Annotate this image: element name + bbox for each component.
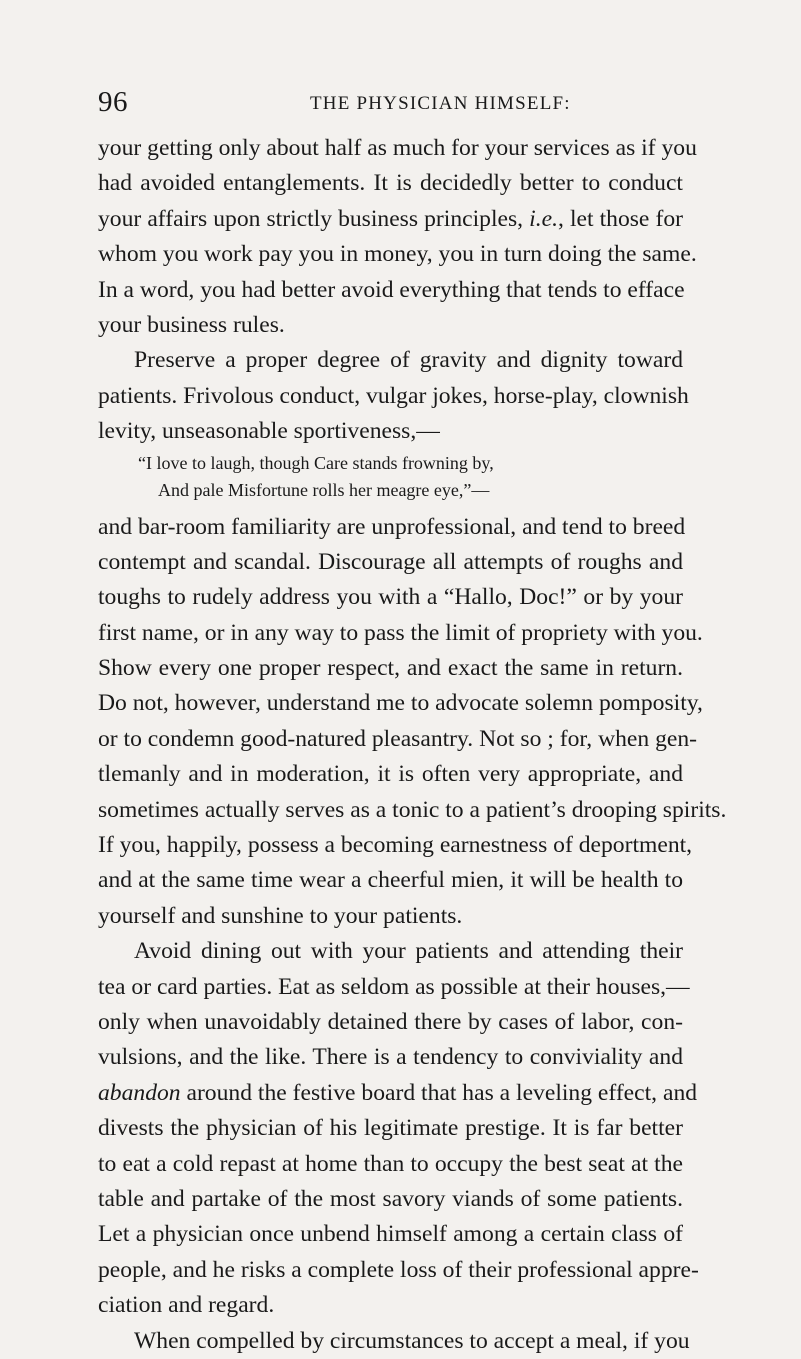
text-line: Show every one proper respect, and exact the same in return. — [98, 655, 683, 682]
page-number: 96 — [98, 86, 128, 118]
text-line: If you, happily, possess a becoming earnestness of deportment, — [98, 832, 693, 859]
text-line: abandon around the festive board that has a leveling effect, and — [98, 1079, 698, 1106]
text-line: and bar-room familiarity are unprofessional, and tend to breed — [98, 513, 686, 540]
quote-line: “I love to laugh, though Care stands frowning by, — [138, 452, 494, 473]
text-line: table and partake of the most savory viands of some patients. — [98, 1185, 683, 1212]
text-line: contempt and scandal. Discourage all attempts of roughs and — [98, 548, 683, 575]
text-line: tlemanly and in moderation, it is often very appropriate, and — [98, 761, 683, 788]
text-line: sometimes actually serves as a tonic to a patient’s drooping spirits. — [98, 796, 727, 823]
text-line: only when unavoidably detained there by cases of labor, con- — [98, 1008, 683, 1035]
text-line: and at the same time wear a cheerful mien, it will be health to — [98, 867, 683, 894]
text-line: had avoided entanglements. It is decidedly better to conduct — [98, 170, 683, 197]
text-line: In a word, you had better avoid everything that tends to efface — [98, 276, 685, 303]
text-line: toughs to rudely address you with a “Hallo, Doc!” or by your — [98, 584, 683, 611]
text-line: When compelled by circumstances to accept a meal, if you — [134, 1327, 690, 1354]
text-line: patients. Frivolous conduct, vulgar jokes, horse-play, clownish — [98, 382, 689, 409]
text-line: your affairs upon strictly business principles, i.e., let those for — [98, 205, 683, 232]
page-header — [98, 86, 679, 120]
verse-quote — [98, 450, 683, 504]
text-line: levity, unseasonable sportiveness,— — [98, 418, 440, 445]
italic-abandon: abandon — [98, 1079, 181, 1106]
text-line: ciation and regard. — [98, 1292, 275, 1319]
text-line: to eat a cold repast at home than to occupy the best seat at the — [98, 1150, 683, 1177]
text-line: or to condemn good-natured pleasantry. Not so ; for, when gen- — [98, 725, 698, 752]
text-line: Preserve a proper degree of gravity and dignity toward — [134, 347, 683, 374]
text-line: Do not, however, understand me to advocate solemn pomposity, — [98, 690, 703, 717]
text-line: first name, or in any way to pass the limit of propriety with you. — [98, 619, 703, 646]
text-line: people, and he risks a complete loss of their professional appre- — [98, 1256, 699, 1283]
text-line: divests the physician of his legitimate prestige. It is far better — [98, 1115, 683, 1142]
italic-ie: i.e. — [529, 205, 558, 232]
text-line: Avoid dining out with your patients and attending their — [134, 938, 683, 965]
text-line: tea or card parties. Eat as seldom as possible at their houses,— — [98, 973, 690, 1000]
text-line: your getting only about half as much for your services as if you — [98, 135, 697, 161]
text-line: whom you work pay you in money, you in turn doing the same. — [98, 241, 697, 268]
quote-line: And pale Misfortune rolls her meagre eye,”— — [158, 479, 490, 500]
text-line: Let a physician once unbend himself among a certain class of — [98, 1221, 683, 1248]
text-line: yourself and sunshine to your patients. — [98, 902, 463, 929]
running-head: THE PHYSICIAN HIMSELF: — [310, 93, 571, 114]
body-text — [98, 131, 727, 1359]
text-line: vulsions, and the like. There is a tendency to conviviality and — [98, 1044, 683, 1071]
text-line: your business rules. — [98, 311, 285, 338]
